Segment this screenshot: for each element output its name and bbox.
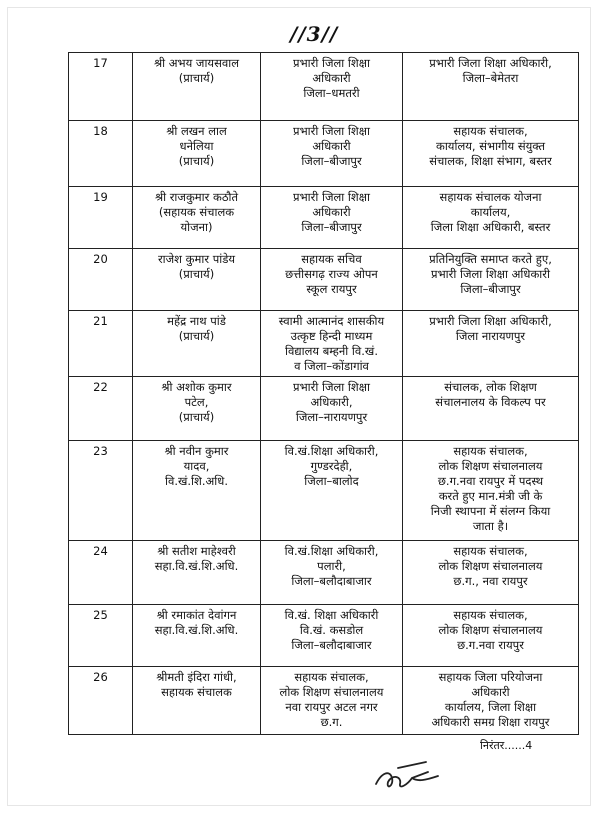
officer-name-cell: श्री लखन लाल धनेलिया (प्राचार्य): [133, 121, 261, 187]
table-row: [69, 441, 579, 541]
serial-number-cell: 23: [69, 441, 133, 541]
page-number: //3//: [290, 22, 339, 46]
serial-number-cell: 22: [69, 377, 133, 441]
current-post-cell: प्रभारी जिला शिक्षा अधिकारी, जिला–नारायणपुर: [261, 377, 403, 441]
current-post-cell: सहायक सचिव छत्तीसगढ़ राज्य ओपन स्कूल रायपुर: [261, 249, 403, 311]
table-row: [69, 187, 579, 249]
table-row: [69, 249, 579, 311]
current-post-cell: सहायक संचालक, लोक शिक्षण संचालनालय नवा रायपुर अटल नगर छ.ग.: [261, 667, 403, 735]
current-post-cell: स्वामी आत्मानंद शासकीय उत्कृष्ट हिन्दी माध्यम विद्यालय बम्हनी वि.खं. व जिला–कोंडागांव: [261, 311, 403, 377]
current-post-cell: वि.खं.शिक्षा अधिकारी, गुण्डरदेही, जिला–बालोद: [261, 441, 403, 541]
new-post-cell: संचालक, लोक शिक्षण संचालनालय के विकल्प पर: [403, 377, 579, 441]
document-page: [8, 8, 590, 805]
officer-name-cell: श्री रमाकांत देवांगन सहा.वि.खं.शि.अधि.: [133, 605, 261, 667]
table-row: [69, 541, 579, 605]
continued-note: निरंतर......4: [480, 739, 533, 752]
transfer-table: [68, 52, 579, 735]
current-post-cell: वि.खं.शिक्षा अधिकारी, पलारी, जिला–बलौदाबाजार: [261, 541, 403, 605]
new-post-cell: प्रभारी जिला शिक्षा अधिकारी, जिला नारायणपुर: [403, 311, 579, 377]
current-post-cell: प्रभारी जिला शिक्षा अधिकारी जिला–बीजापुर: [261, 121, 403, 187]
officer-name-cell: महेंद्र नाथ पांडे (प्राचार्य): [133, 311, 261, 377]
table-row: [69, 605, 579, 667]
new-post-cell: सहायक संचालक योजना कार्यालय, जिला शिक्षा अधिकारी, बस्तर: [403, 187, 579, 249]
officer-name-cell: श्री अशोक कुमार पटेल, (प्राचार्य): [133, 377, 261, 441]
current-post-cell: प्रभारी जिला शिक्षा अधिकारी जिला–बीजापुर: [261, 187, 403, 249]
table-row: [69, 377, 579, 441]
current-post-cell: प्रभारी जिला शिक्षा अधिकारी जिला–धमतरी: [261, 53, 403, 121]
new-post-cell: सहायक संचालक, लोक शिक्षण संचालनालय छ.ग., नवा रायपुर: [403, 541, 579, 605]
serial-number-cell: 26: [69, 667, 133, 735]
officer-name-cell: श्री अभय जायसवाल (प्राचार्य): [133, 53, 261, 121]
new-post-cell: सहायक संचालक, कार्यालय, संभागीय संयुक्त संचालक, शिक्षा संभाग, बस्तर: [403, 121, 579, 187]
current-post-cell: वि.खं. शिक्षा अधिकारी वि.खं. कसडोल जिला–बलौदाबाजार: [261, 605, 403, 667]
officer-name-cell: श्री नवीन कुमार यादव, वि.खं.शि.अधि.: [133, 441, 261, 541]
table-row: [69, 121, 579, 187]
new-post-cell: सहायक संचालक, लोक शिक्षण संचालनालय छ.ग.नवा रायपुर में पदस्थ करते हुए मान.मंत्री जी के निजी स्थापना में संलग्न किया जाता है।: [403, 441, 579, 541]
new-post-cell: सहायक संचालक, लोक शिक्षण संचालनालय छ.ग.नवा रायपुर: [403, 605, 579, 667]
serial-number-cell: 21: [69, 311, 133, 377]
new-post-cell: प्रतिनियुक्ति समाप्त करते हुए, प्रभारी जिला शिक्षा अधिकारी जिला–बीजापुर: [403, 249, 579, 311]
officer-name-cell: श्रीमती इंदिरा गांधी, सहायक संचालक: [133, 667, 261, 735]
serial-number-cell: 20: [69, 249, 133, 311]
serial-number-cell: 17: [69, 53, 133, 121]
table-row: [69, 311, 579, 377]
officer-name-cell: श्री राजकुमार कठौते (सहायक संचालक योजना): [133, 187, 261, 249]
signature: [368, 748, 458, 798]
serial-number-cell: 19: [69, 187, 133, 249]
serial-number-cell: 18: [69, 121, 133, 187]
serial-number-cell: 24: [69, 541, 133, 605]
serial-number-cell: 25: [69, 605, 133, 667]
officer-name-cell: राजेश कुमार पांडेय (प्राचार्य): [133, 249, 261, 311]
table-row: [69, 667, 579, 735]
new-post-cell: सहायक जिला परियोजना अधिकारी कार्यालय, जिला शिक्षा अधिकारी समग्र शिक्षा रायपुर: [403, 667, 579, 735]
officer-name-cell: श्री सतीश माहेश्वरी सहा.वि.खं.शि.अधि.: [133, 541, 261, 605]
new-post-cell: प्रभारी जिला शिक्षा अधिकारी, जिला–बेमेतरा: [403, 53, 579, 121]
table-row: [69, 53, 579, 121]
